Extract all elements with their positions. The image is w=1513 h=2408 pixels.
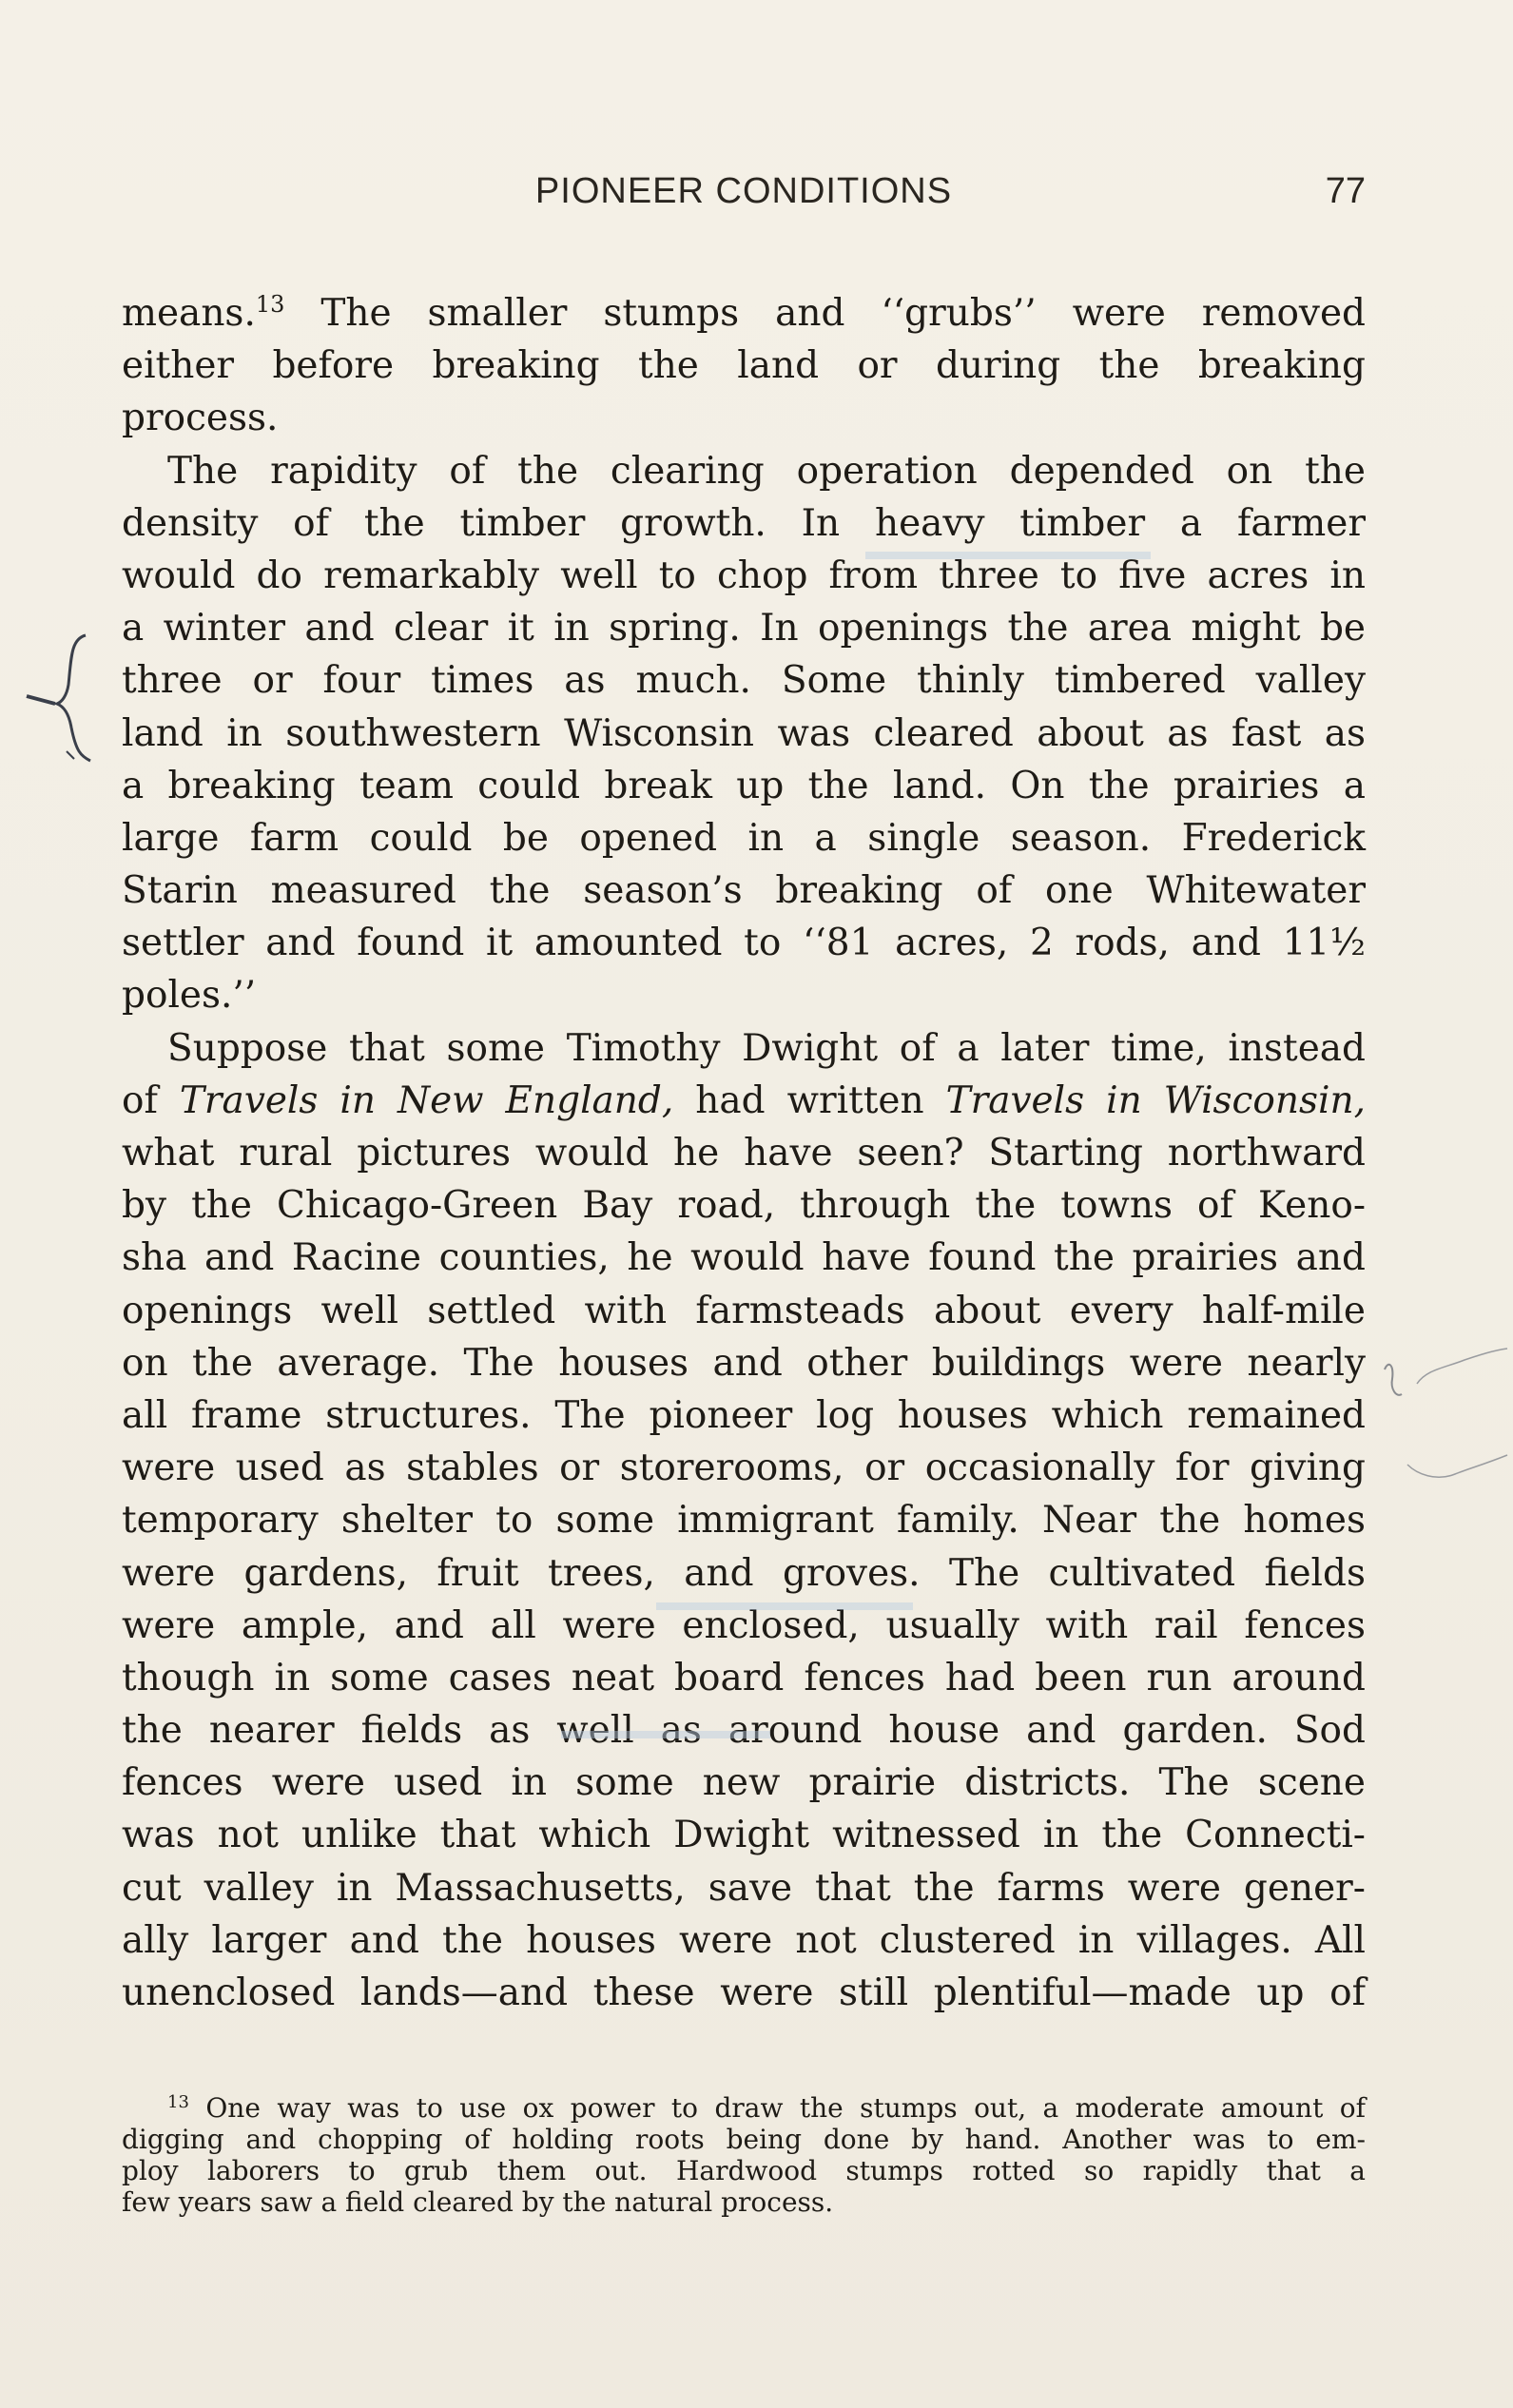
highlight-mark <box>561 1731 770 1738</box>
margin-scribble-annotation <box>1379 1331 1513 1503</box>
text-line: what rural pictures would he have seen? Starting northward <box>122 1132 1366 1175</box>
text-line: three or four times as much. Some thinly timbered valley <box>122 659 1366 703</box>
highlight-mark <box>656 1602 913 1610</box>
footnote-line: ploy laborers to grub them out. Hardwood stumps rotted so rapidly that a <box>122 2155 1366 2186</box>
text-line: was not unlike that which Dwight witnessed in the Connecti- <box>122 1814 1366 1857</box>
footnote-line: few years saw a field cleared by the natural process. <box>122 2186 834 2218</box>
text-line: poles.’’ <box>122 974 257 1018</box>
text-line: ally larger and the houses were not clustered in villages. All <box>122 1918 1366 1962</box>
text-line: on the average. The houses and other buildings were nearly <box>122 1341 1366 1385</box>
page-number: 77 <box>1325 171 1366 211</box>
running-title: PIONEER CONDITIONS <box>534 171 953 211</box>
text-line: were used as stables or storerooms, or occasionally for giving <box>122 1447 1366 1490</box>
footnotes <box>122 2092 1366 2218</box>
text-line: would do remarkably well to chop from three to five acres in <box>122 553 1366 597</box>
footnote-line: $^{13}$ One way was to use ox power to draw the stumps out, a moderate amount of <box>167 2092 1366 2124</box>
text-line: were gardens, fruit trees, and groves. The cultivated fields <box>122 1551 1366 1595</box>
text-line: of Travels in New England, had written Travels in Wisconsin, <box>122 1078 1366 1122</box>
text-line: all frame structures. The pioneer log houses which remained <box>122 1393 1366 1437</box>
footnote-marker: 13 <box>167 2092 189 2112</box>
text-line: unenclosed lands—and these were still plentiful—made up of <box>122 1971 1366 2014</box>
text-line: by the Chicago-Green Bay road, through the towns of Keno- <box>122 1184 1366 1228</box>
text-line: the nearer fields as well as around house and garden. Sod <box>122 1709 1366 1753</box>
margin-bracket-annotation <box>19 618 105 770</box>
text-line: a breaking team could break up the land. On the prairies a <box>122 764 1366 807</box>
text-line: density of the timber growth. In heavy timber a farmer <box>122 501 1366 545</box>
text-line: sha and Racine counties, he would have found the prairies and <box>122 1236 1366 1280</box>
text-line: though in some cases neat board fences had been run around <box>122 1656 1366 1699</box>
text-line: openings well settled with farmsteads about every half-mile <box>122 1289 1366 1332</box>
text-line: settler and found it amounted to ‘‘81 acres, 2 rods, and 11½ <box>122 922 1366 965</box>
text-line: process. <box>122 397 279 440</box>
text-line: fences were used in some new prairie districts. The scene <box>122 1761 1366 1805</box>
book-title: Travels in Wisconsin, <box>945 1078 1366 1122</box>
highlight-mark <box>865 552 1151 559</box>
text-line: means.$^{13}$ The smaller stumps and ‘‘grubs’’ were removed <box>122 291 1366 335</box>
text-line: a winter and clear it in spring. In openings the area might be <box>122 607 1366 651</box>
text-line: The rapidity of the clearing operation depended on the <box>167 449 1366 493</box>
text-line: large farm could be opened in a single season. Frederick <box>122 816 1366 860</box>
footnote-ref[interactable]: 13 <box>255 291 285 318</box>
text-line: cut valley in Massachusetts, save that the farms were gener- <box>122 1866 1366 1910</box>
book-title: Travels in New England, <box>179 1078 674 1122</box>
body-text <box>122 287 1366 2019</box>
text-line: were ample, and all were enclosed, usually with rail fences <box>122 1603 1366 1647</box>
text-line: either before breaking the land or during the breaking <box>122 344 1366 388</box>
text-line: land in southwestern Wisconsin was cleared about as fast as <box>122 711 1366 755</box>
running-head <box>122 171 1366 228</box>
text-line: Suppose that some Timothy Dwight of a later time, instead <box>167 1026 1366 1070</box>
text-line: temporary shelter to some immigrant family. Near the homes <box>122 1499 1366 1543</box>
text-line: Starin measured the season’s breaking of one Whitewater <box>122 869 1366 913</box>
footnote-line: digging and chopping of holding roots being done by hand. Another was to em- <box>122 2124 1366 2155</box>
